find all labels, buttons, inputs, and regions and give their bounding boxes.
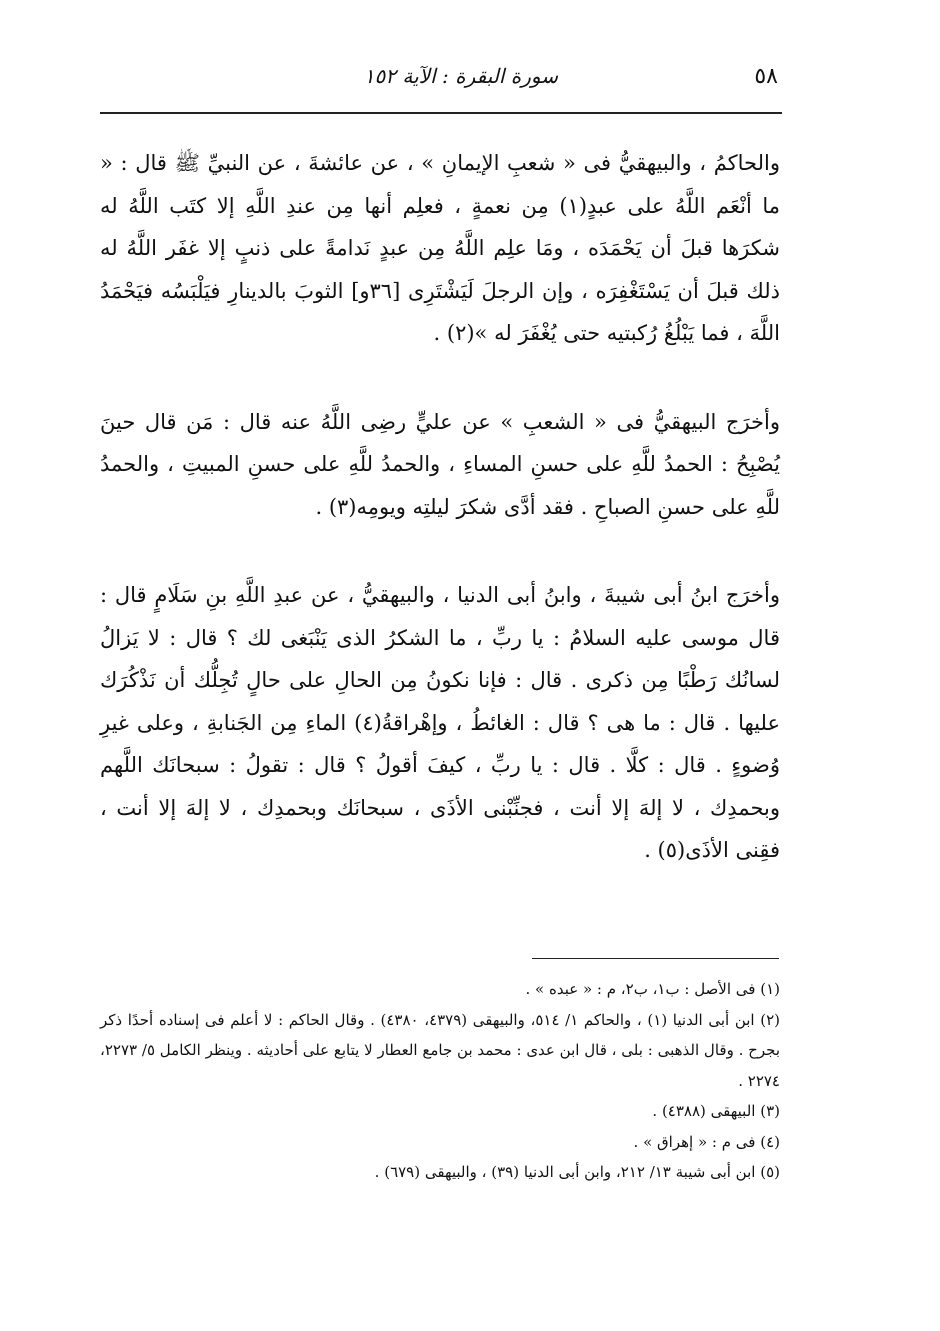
footnote: (١) فى الأصل : ب١، ب٢، م : « عبده » . [525, 980, 780, 998]
main-text [100, 142, 780, 872]
paragraph: والحاكمُ ، والبيهقيُّ فى « شعبِ الإيمانِ » ، عن عائشةَ ، عن النبيِّ ﷺ قال : « ما أنْعَم اللَّهُ على عبدٍ(١) مِن نعمةٍ ، فعلِم أنها مِن عندِ اللَّهِ إلا كتَب اللَّهُ له شكرَها قبلَ أن يَحْمَدَه ، ومَا علِم اللَّهُ مِن عبدٍ نَدامةً على ذنبٍ إلا غفَر اللَّهُ له ذلك قبلَ أن يَسْتَغْفِرَه ، وإن الرجلَ لَيَشْتَرِى [٣٦و] الثوبَ بالدينارِ فيَلْبَسُه فيَحْمَدُ اللَّهَ ، فما يَبْلُغُ رُكبتيه حتى يُغْفَرَ له »(٢) . [100, 151, 780, 345]
page-header [100, 60, 788, 100]
paragraph: وأخرَج ابنُ أبى شيبةَ ، وابنُ أبى الدنيا ، والبيهقيُّ ، عن عبدِ اللَّهِ بنِ سَلَامٍ قال : قال موسى عليه السلامُ : يا ربِّ ، ما الشكرُ الذى يَنْبَغى لك ؟ قال : لا يَزالُ لسانُك رَطْبًا مِن ذكرى . قال : فإنا نكونُ مِن الحالِ على حالٍ تُجِلُّك أن نَذْكُرَك عليها . قال : ما هى ؟ قال : الغائطُ ، وإهْراقةُ(٤) الماءِ مِن الجَنابةِ ، وعلى غيرِ وُضوءٍ . قال : كلَّا . قال : يا ربِّ ، كيفَ أقولُ ؟ قال : تقولُ : سبحانَك اللَّهم وبحمدِك ، لا إلهَ إلا أنت ، فجنِّبْنى الأذَى ، سبحانَك وبحمدِك ، لا إلهَ إلا أنت ، فقِنى الأذَى(٥) . [100, 583, 780, 862]
footnote: (٢) ابن أبى الدنيا (١) ، والحاكم ١/ ٥١٤، والبيهقى (٤٣٧٩، ٤٣٨٠) . وقال الحاكم : لا أعلم فى إسناده أحدًا ذكر بجرح . وقال الذهبى : بلى ، قال ابن عدى : محمد بن جامع العطار لا يتابع على أحاديثه . وينظر الكامل ٥/ ٢٢٧٣، ٢٢٧٤ . [100, 1010, 780, 1090]
header-rule [100, 112, 782, 114]
footnote-rule [532, 958, 779, 959]
footnote: (٤) فى م : « إهراق » . [633, 1132, 780, 1151]
footnote: (٣) البيهقى (٤٣٨٨) . [652, 1102, 780, 1120]
paragraph: وأخرَج البيهقيُّ فى « الشعبِ » عن عليٍّ رضِى اللَّهُ عنه قال : مَن قال حينَ يُصْبِحُ : الحمدُ للَّهِ على حسنِ المساءِ ، والحمدُ للَّهِ على حسنِ المبيتِ ، والحمدُ للَّهِ على حسنِ الصباحِ . فقد أدَّى شكرَ ليلتِه ويومِه(٣) . [100, 409, 780, 519]
page-number: ٥٨ [754, 64, 778, 89]
footnote: (٥) ابن أبى شيبة ١٣/ ٢١٢، وابن أبى الدنيا (٣٩) ، والبيهقى (٦٧٩) . [374, 1163, 780, 1181]
running-title: سورة البقرة : الآية ١٥٢ [363, 64, 558, 88]
footnotes [100, 974, 780, 1188]
